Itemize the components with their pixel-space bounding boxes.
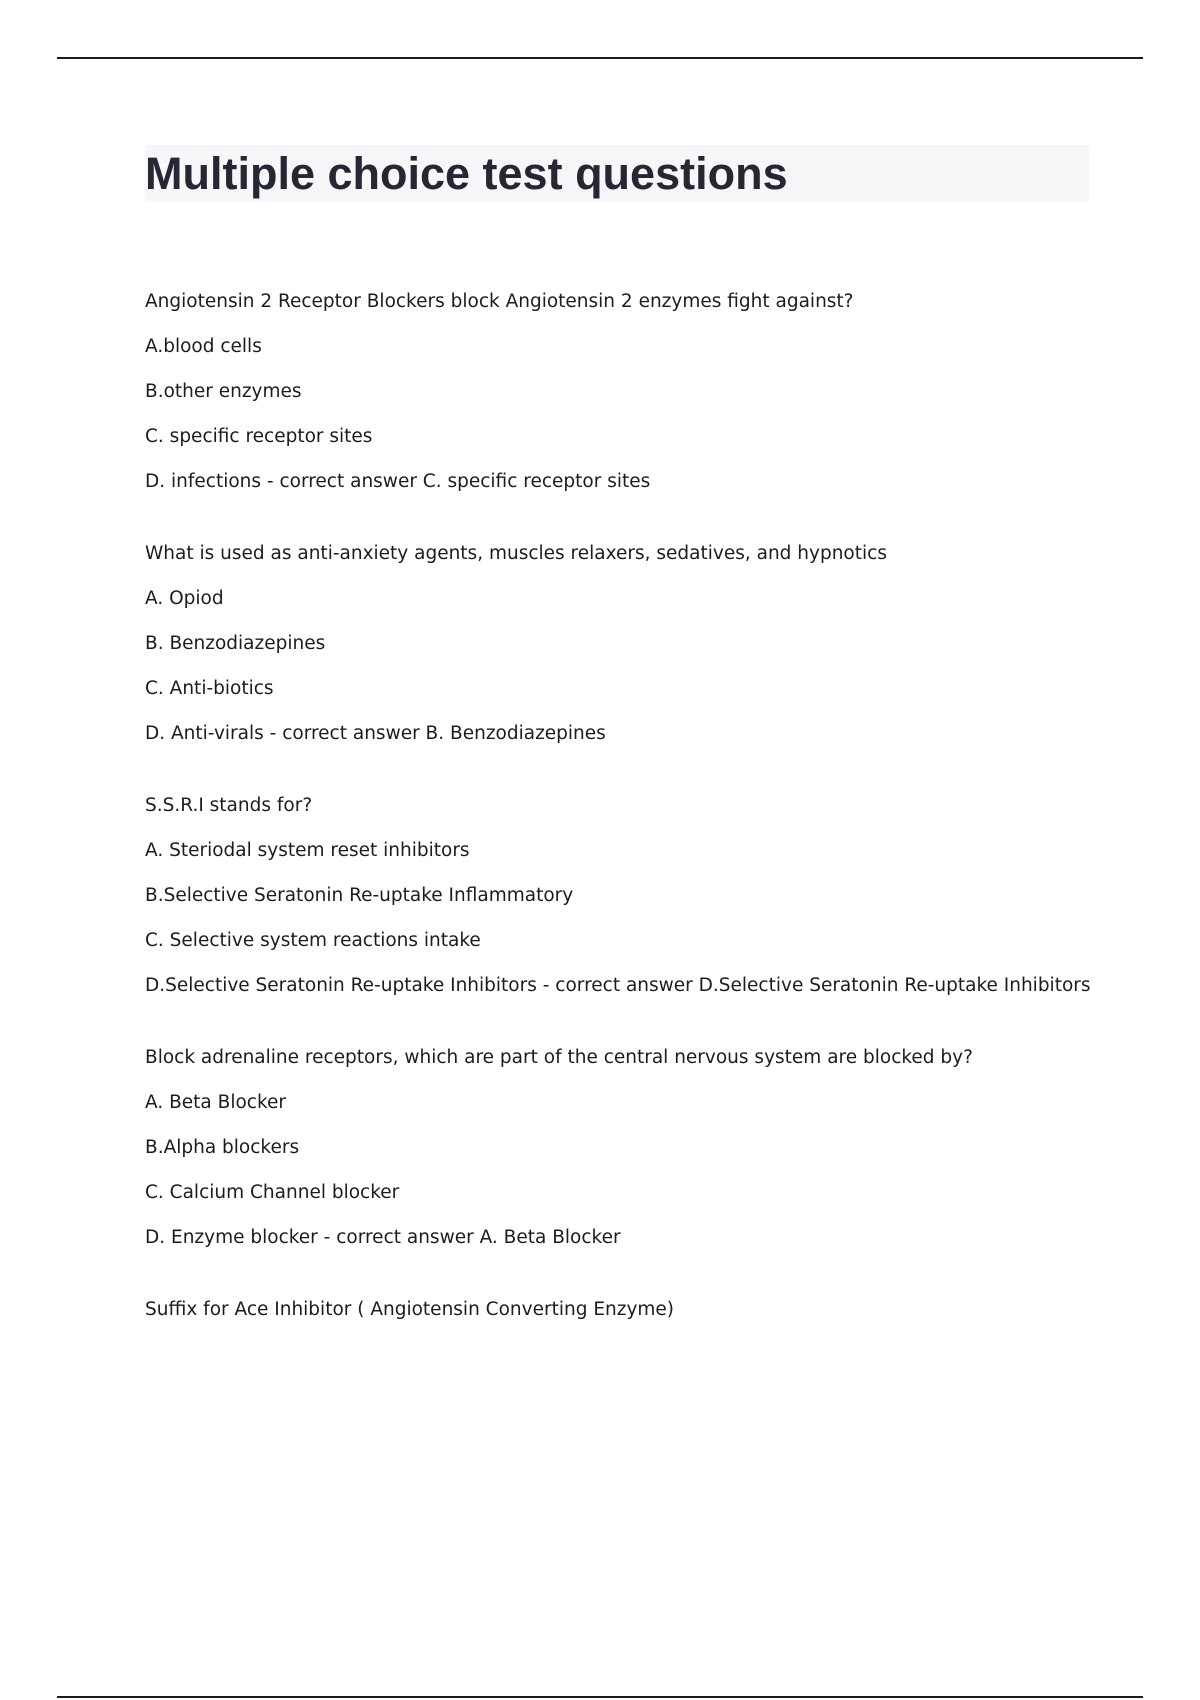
answer-option: C. specific receptor sites: [145, 426, 373, 447]
question-block-2: [145, 542, 1105, 746]
answer-option: B.Alpha blockers: [145, 1137, 300, 1158]
page-title: Multiple choice test questions: [145, 148, 788, 199]
answer-option: A. Beta Blocker: [145, 1092, 286, 1113]
question-block-1: [145, 290, 1105, 494]
question-text: What is used as anti-anxiety agents, muscles relaxers, sedatives, and hypnotics: [145, 543, 887, 564]
answer-option-with-correct-answer: D. infections - correct answer C. specific receptor sites: [145, 471, 651, 492]
answer-option: C. Selective system reactions intake: [145, 930, 481, 951]
bottom-rule: [57, 1696, 1143, 1698]
question-text: Block adrenaline receptors, which are part of the central nervous system are blocked by?: [145, 1047, 973, 1068]
answer-option-with-correct-answer: D. Enzyme blocker - correct answer A. Beta Blocker: [145, 1227, 621, 1248]
answer-option: C. Anti-biotics: [145, 678, 274, 699]
answer-option: A.blood cells: [145, 336, 262, 357]
answer-option-with-correct-answer: D.Selective Seratonin Re-uptake Inhibitors - correct answer D.Selective Seratonin Re-uptake Inhibitors: [145, 975, 1091, 996]
question-text: S.S.R.I stands for?: [145, 795, 313, 816]
answer-option: B.other enzymes: [145, 381, 302, 402]
answer-option: B.Selective Seratonin Re-uptake Inflammatory: [145, 885, 574, 906]
answer-option: A. Steriodal system reset inhibitors: [145, 840, 470, 861]
question-text: Suffix for Ace Inhibitor ( Angiotensin Converting Enzyme): [145, 1299, 675, 1320]
answer-option: C. Calcium Channel blocker: [145, 1182, 400, 1203]
answer-option-with-correct-answer: D. Anti-virals - correct answer B. Benzodiazepines: [145, 723, 606, 744]
question-block-4: [145, 1046, 1105, 1250]
top-rule: [57, 57, 1143, 59]
question-block-3: [145, 794, 1105, 998]
question-text: Angiotensin 2 Receptor Blockers block Angiotensin 2 enzymes fight against?: [145, 291, 854, 312]
answer-option: A. Opiod: [145, 588, 224, 609]
question-block-5: [145, 1298, 1105, 1322]
answer-option: B. Benzodiazepines: [145, 633, 326, 654]
questions-list: [145, 290, 1105, 1370]
